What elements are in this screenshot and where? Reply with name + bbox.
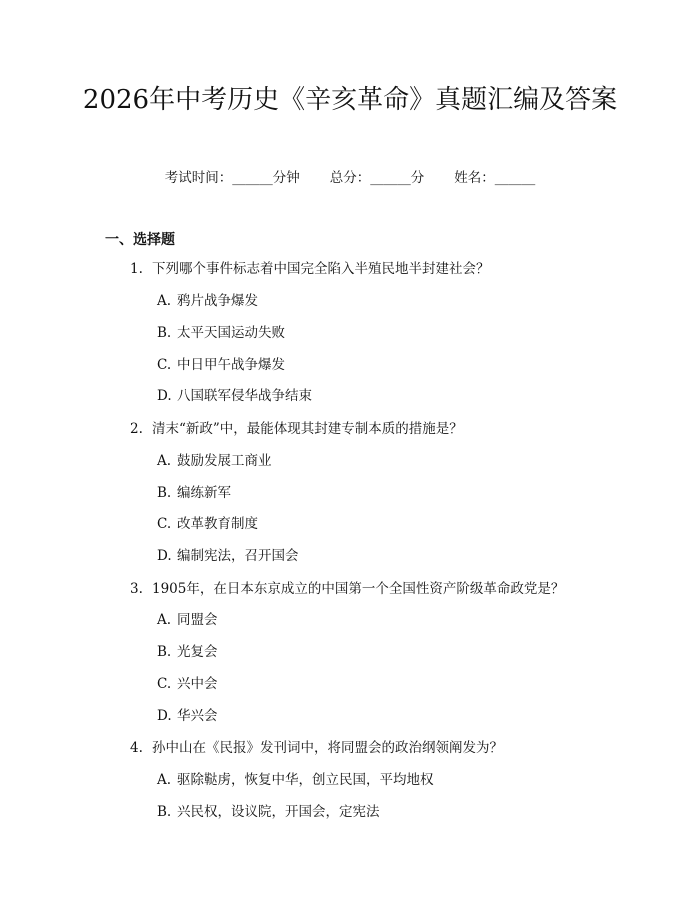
option-letter: C.	[157, 516, 172, 532]
option-1a	[157, 291, 258, 311]
option-letter: B.	[157, 485, 172, 501]
option-letter: A.	[157, 453, 172, 469]
name-label: 姓名：______	[454, 170, 536, 186]
question-text: 1905年，在日本东京成立的中国第一个全国性资产阶级革命政党是？	[152, 581, 565, 597]
option-letter: D.	[157, 388, 172, 404]
option-letter: A.	[157, 293, 172, 309]
option-text: 中日甲午战争爆发	[177, 357, 285, 373]
option-letter: D.	[157, 548, 172, 564]
option-text: 同盟会	[177, 612, 218, 628]
option-3d	[157, 706, 218, 726]
option-text: 鸦片战争爆发	[177, 293, 258, 309]
option-text: 编练新军	[177, 485, 231, 501]
question-4	[130, 738, 503, 758]
question-number: 2.	[130, 421, 143, 437]
document-title: 2026年中考历史《辛亥革命》真题汇编及答案	[82, 85, 618, 115]
section-heading: 一、选择题	[105, 232, 175, 248]
option-letter: B.	[157, 644, 172, 660]
option-letter: A.	[157, 612, 172, 628]
question-number: 4.	[130, 740, 143, 756]
option-3c	[157, 674, 218, 694]
option-2a	[157, 451, 272, 471]
question-text: 孙中山在《民报》发刊词中，将同盟会的政治纲领阐发为？	[152, 740, 503, 756]
option-text: 驱除鞑虏，恢复中华，创立民国，平均地权	[177, 772, 434, 788]
option-text: 太平天国运动失败	[177, 325, 285, 341]
question-text: 清末“新政”中，最能体现其封建专制本质的措施是？	[152, 421, 463, 437]
option-4b	[157, 802, 380, 822]
option-letter: A.	[157, 772, 172, 788]
option-text: 光复会	[177, 644, 218, 660]
total-score-label: 总分：______分	[329, 170, 425, 186]
option-text: 改革教育制度	[177, 516, 258, 532]
option-2c	[157, 514, 258, 534]
option-letter: B.	[157, 325, 172, 341]
option-text: 兴民权，设议院，开国会，定宪法	[177, 804, 380, 820]
question-1	[130, 259, 490, 279]
option-text: 兴中会	[177, 676, 218, 692]
option-text: 编制宪法，召开国会	[177, 548, 299, 564]
question-2	[130, 419, 463, 439]
option-letter: C.	[157, 676, 172, 692]
option-1d	[157, 386, 312, 406]
question-number: 1.	[130, 261, 143, 277]
question-text: 下列哪个事件标志着中国完全陷入半殖民地半封建社会？	[152, 261, 490, 277]
option-letter: C.	[157, 357, 172, 373]
option-1b	[157, 323, 285, 343]
option-letter: B.	[157, 804, 172, 820]
option-text: 鼓励发展工商业	[177, 453, 272, 469]
exam-time-label: 考试时间：______分钟	[164, 170, 300, 186]
option-3b	[157, 642, 218, 662]
exam-info	[0, 168, 700, 188]
option-text: 华兴会	[177, 708, 218, 724]
option-3a	[157, 610, 218, 630]
option-1c	[157, 355, 285, 375]
option-4a	[157, 770, 434, 790]
option-2b	[157, 483, 231, 503]
question-3	[130, 579, 564, 599]
question-number: 3.	[130, 581, 143, 597]
option-2d	[157, 546, 299, 566]
option-text: 八国联军侵华战争结束	[177, 388, 312, 404]
option-letter: D.	[157, 708, 172, 724]
